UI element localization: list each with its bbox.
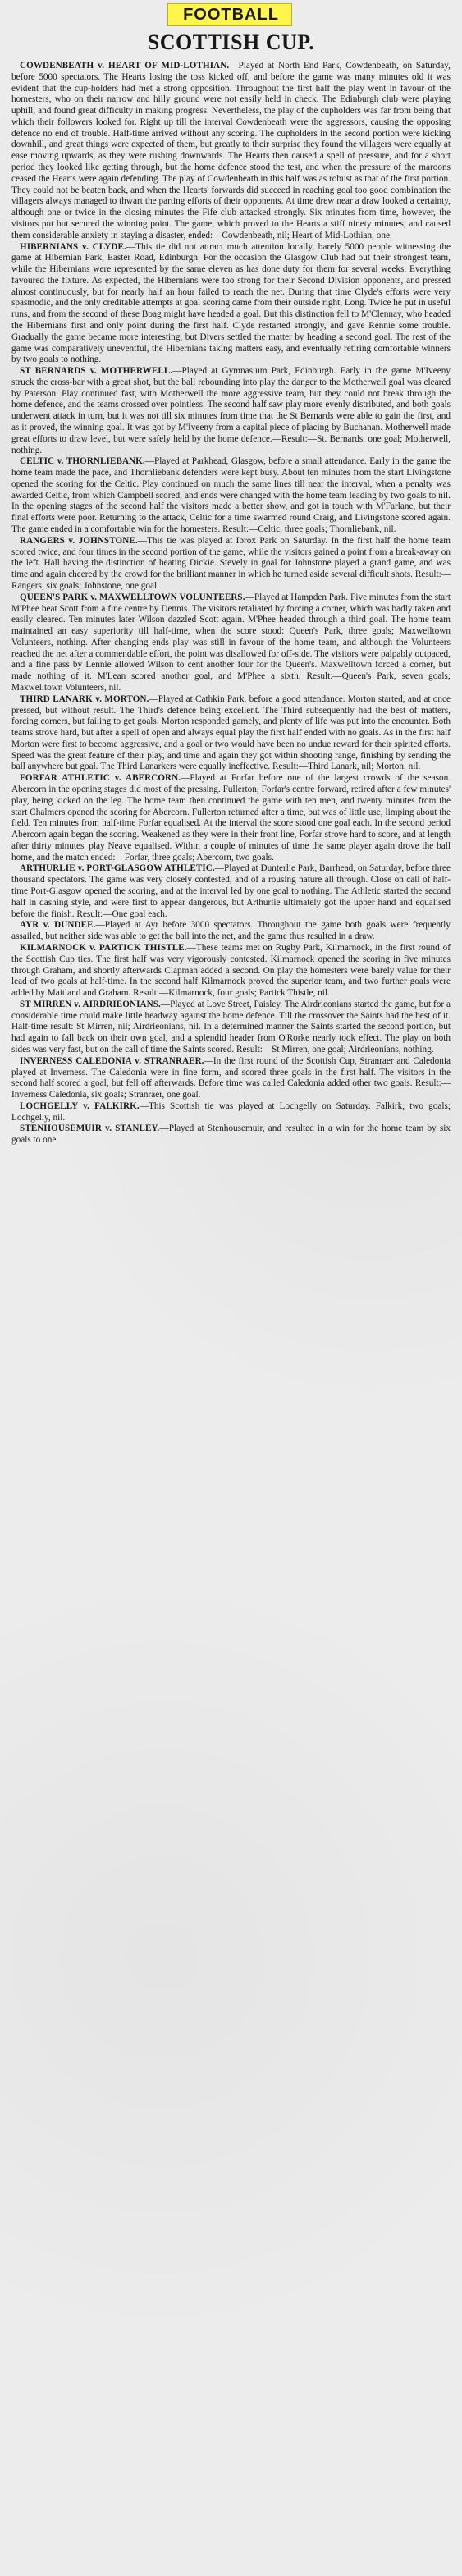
match-body: In the first round of the Scottish Cup, Stranraer and Caledonia played at Inverness. The Caledonia were in fine form, and scored three goals in the first half. The visitors in the second half scored a goal, but fell off afterwards. Before time was called Caledonia added other two goals. (11, 1055, 451, 1089)
result-separator: Result:— (300, 671, 342, 682)
match-title: ST BERNARDS v. MOTHERWELL. (20, 366, 173, 377)
match-report (11, 773, 451, 863)
match-report (11, 366, 451, 456)
result-separator: — (213, 230, 222, 240)
match-body: Played at Dunterlie Park, Barrhead, on Saturday, before three thousand spectators. The game was very closely contested, and of a rousing nature all through. Close on call of half-time Port-Glasgow opened the scoring, and at the interval led by one goal to nothing. The Athletic started the second half in dashing style, and were first to appear dangerous, but Arthurlie ultimately got the upper hand and equalised before the finish. (11, 863, 451, 919)
match-title: INVERNESS CALEDONIA v. STRANRAER. (20, 1055, 204, 1066)
match-title: RANGERS v. JOHNSTONE. (20, 535, 138, 546)
title-separator: — (181, 773, 190, 784)
match-result: Cowdenbeath, nil; Heart of Mid-Lothian, one. (222, 230, 392, 240)
match-report (11, 1000, 451, 1056)
result-separator: — (115, 852, 125, 862)
title-separator: — (172, 366, 182, 377)
match-reports (11, 61, 451, 2564)
page-heading: FOOTBALL (183, 6, 279, 24)
match-title: STENHOUSEMUIR v. STANLEY. (20, 1123, 160, 1134)
match-report (11, 1056, 451, 1101)
match-body: Played at Gymnasium Park, Edinburgh. Early in the game M'Iveeny struck the cross-bar with a great shot, but the ball rebounding into play the danger to the Motherwell goal was cleared by Paterson. Play continued fast, with Motherwell the more aggressive team, but they could not break through the home defence, and the teams crossed over pointless. The second half saw play more evenly distributed, and both goals underwent attack in turn, but it was not till six minutes from time that the St Bernards were able to gain the first, and as it proved, the winning goal. It was got by M'Iveeny from a capital piece of placing by Buchanan. Motherwell made great efforts to draw level, but were safely held by the home defence. (11, 366, 451, 444)
match-body: Played at Ayr before 3000 spectators. Throughout the game both goals were frequently assailed, but neither side was able to get the ball into the net, and the game thus resulted in a draw. (11, 920, 451, 942)
match-title: LOCHGELLY v. FALKIRK. (20, 1100, 140, 1111)
match-body: This Scottish tie was played at Lochgelly on Saturday. Falkirk, two goals; Lochgelly, nil. (11, 1100, 451, 1123)
match-title: COWDENBEATH v. HEART OF MID-LOTHIAN. (20, 61, 230, 71)
title-separator: — (245, 592, 254, 602)
match-body: Played at Parkhead, Glasgow, before a small attendance. Early in the game the home team made the pace, and Thornliebank defenders were kept busy. About ten minutes from the start Livingstone opened the scoring for the Celtic. Play continued on much the same lines till near the interval, when a penalty was awarded Celtic, from which Campbell scored, and ends were changed with the home team leading by two goals to nil. In the opening stages of the second half the visitors made a better show, and got in touch with M'Farlane, but their final efforts were poor. Returning to the attack, Celtic for a time swarmed round Craig, and Livingstone scored again. The game ended in a comfortable win for the homesters. (11, 456, 451, 535)
result-separator: Result:— (413, 570, 451, 580)
match-title: HIBERNIANS v. CLYDE. (20, 241, 126, 252)
match-report (11, 61, 451, 242)
match-report (11, 593, 451, 694)
match-title: FORFAR ATHLETIC v. ABERCORN. (20, 773, 181, 784)
match-result: One goal each. (112, 908, 167, 919)
match-title: CELTIC v. THORNLIEBANK. (20, 456, 145, 467)
title-separator: — (126, 241, 136, 252)
match-result: Third Lanark, nil; Morton, nil. (308, 762, 421, 772)
match-report (11, 920, 451, 943)
result-separator: —Result:— (272, 433, 318, 444)
result-separator: Result:— (412, 1078, 451, 1089)
match-body: Played at Love Street, Paisley. The Airdrieonians started the game, but for a considerable time could make little headway against the home defence. Till the crossover the Saints had the best of it. Half-time result: St Mirren, nil; Airdrieonians, nil. In a determined manner the Saints started the second portion, but had again to fall back on their own goal, and a splendid header from O'Rorke nearly took effect. The play on both sides was very fast, but on the call of time the Saints scored. (11, 999, 451, 1055)
match-report (11, 694, 451, 773)
title-separator: — (214, 863, 225, 874)
match-title: AYR v. DUNDEE. (20, 920, 96, 931)
match-body: Played at Stenhousemuir, and resulted in a win for the home team by six goals to one. (11, 1123, 451, 1146)
result-separator: Result:— (270, 762, 309, 772)
match-report (11, 1101, 451, 1124)
match-report (11, 1123, 451, 1146)
match-title: ARTHURLIE v. PORT-GLASGOW ATHLETIC. (20, 863, 215, 874)
match-body: This tie was played at Ibrox Park on Saturday. In the first half the home team scored twice, and four times in the second portion of the game, while the visitors gained a point from a break-away on the left. Hall having the distinction of beating Dickie. Stevely in goal for Johnstone played a grand game, and was time and again cheered by the crowd for the brilliant manner in which he turned aside several difficult shots. (11, 535, 451, 580)
match-result: Celtic, three goals; Thornliebank, nil. (258, 524, 396, 535)
match-report (11, 536, 451, 593)
result-separator: Result:— (74, 908, 112, 919)
match-result: Queen's Park, seven goals; Maxwelltown Volunteers, nil. (11, 671, 451, 693)
masthead (0, 0, 462, 59)
title-separator: — (95, 920, 105, 931)
match-result: Kilmarnock, four goals; Partick Thistle, nil. (168, 988, 330, 999)
match-report (11, 943, 451, 1000)
match-result: St. Bernards, one goal; Motherwell, nothing. (11, 433, 451, 455)
title-separator: — (144, 456, 155, 467)
match-body: Played at Hampden Park. Five minutes from the start M'Phee beat Scott from a fine centre by Dennis. The visitors retaliated by forcing a corner, which was badly taken and easily cleared. Ten minutes later Wilson dazzled Scott again. M'Phee headed through a third goal. The home team maintained an easy superiority till half-time, when the score stood: Queen's Park, three goals; Maxwelltown Volunteers, nothing. After changing ends play was still in favour of the home team, and although the Volunteers reached the net after a commendable effort, the point was disallowed for off-side. The visitors were palpably outpaced, and a fine pass by Lennie allowed Wilson to cent another four for the Queen's. Maxwelltown forced a corner, but made nothing of it. M'Lean scored another goal, and M'Phee a sixth. (11, 592, 451, 682)
match-result: St Mirren, one goal; Airdrieonians, nothing. (272, 1044, 434, 1055)
match-body: Played at Cathkin Park, before a good attendance. Morton started, and at once pressed, but without result. The Third's defence being excellent. The Third subsequently had the best of matters, forcing corners, but failing to get goals. Morton responded gamely, and plenty of life was put into the encounter. Both teams strove hard, but after a spell of open and always equal play the first half ended with no goals. As in the first half Morton were first to become aggressive, and a goal or two would have been no undue reward for their spirited efforts. Speed was the great feature of their play, and time and again they got within shooting range, finishing by sending the ball anywhere but goal. The Third Lanarkers were equally ineffective. (11, 693, 451, 772)
match-title: THIRD LANARK v. MORTON. (20, 693, 149, 704)
title-separator: — (229, 61, 239, 71)
match-report (11, 863, 451, 920)
result-separator: Result:— (130, 988, 169, 999)
match-report (11, 456, 451, 535)
match-title: ST MIRREN v. AIRDRIEONIANS. (20, 999, 161, 1009)
title-separator: — (139, 1100, 149, 1111)
match-body: Played at North End Park, Cowdenbeath, on Saturday, before 5000 spectators. The Hearts losing the toss kicked off, and before the game was many minutes old it was evident that the cup-holders had met a strong opposition. Throughout the first half the play went in favour of the homesters, who on their narrow and hilly ground were not easily held in check. The Edinburgh club were playing uphill, and found great difficulty in making progress. Nevertheless, the play of the cupholders was far from being that which their followers looked for. Right up till the interval Cowdenbeath were the aggressors, causing the opposing defence no end of trouble. Half-time arrived without any scoring. The cupholders in the second portion were kicking downhill, and great things were expected of them, but greatly to their surprise they found the villagers were equally at ease moving upwards, as they were rushing downwards. The Hearts then caused a spell of pressure, and for a short period they looked like getting through, but the home defence stood the test, and when the pressure of the maroons ceased the Hearts were again defending. The play of Cowdenbeath in this half was as robust as that of the first portion. They could not be beaten back, and when the Hearts' forwards did succeed in reaching goal too good combination the villagers always managed to thwart the parting efforts of their opponents. At time drew near a draw looked a certainty, although one or twice in the closing minutes the Fife club attacked strongly. Six minutes from time, however, the visitors put but secured the winning point. The game, which proved to the Hearts a stiff ninety minutes, and caused them considerable anxiety in staying a disaster, ended: (11, 61, 451, 240)
result-separator: Result:— (220, 524, 258, 535)
match-body: These teams met on Rugby Park, Kilmarnock, in the first round of the Scottish Cup ties. The first half was very vigorously contested. Kilmarnock opened the scoring in five minutes through Graham, and shortly afterwards Clapman added a second. On play the homesters were barely value for their lead of two goals at half-time. In the second half Kilmarnock proved the superior team, and two further goals were added by Maitland and Graham. (11, 942, 451, 999)
title-separator: — (186, 942, 196, 953)
title-separator: — (149, 693, 158, 704)
title-separator: — (159, 1123, 169, 1134)
title-separator: — (137, 535, 147, 546)
match-title: KILMARNOCK v. PARTICK THISTLE. (20, 942, 187, 953)
match-result: Inverness Caledonia, six goals; Stranraer, one goal. (11, 1090, 201, 1100)
match-body: Played at Forfar before one of the largest crowds of the season. Abercorn in the opening stages did most of the pressing. Fullerton, Forfar's centre forward, retired after a few minutes' play, being kicked on the leg. The home team then continued the game with ten men, and twenty minutes from the start Chalmers opened the scoring for Abercorn. Fullerton returned after a time, but was of little use, limping about the field. Ten minutes from half-time Forfar equalised. At the interval the score stood one goal each. In the second period Abercorn again began the scoring. Weakened as they were in their front line, Forfar strove hard to score, and at length after thirty minutes' play Neave equalised. Within a couple of minutes of time the same player again drove the ball home, and the match ended: (11, 773, 451, 862)
match-result: Forfar, three goals; Abercorn, two goals. (124, 852, 274, 862)
title-separator: — (204, 1055, 213, 1066)
result-separator: Result:— (234, 1044, 272, 1055)
title-separator: — (160, 999, 171, 1009)
match-body: This tie did not attract much attention locally, barely 5000 people witnessing the game at Hibernian Park, Easter Road, Edinburgh. For the occasion the Glasgow Club had out their strongest team, while the Hibernians were represented by the same eleven as has done duty for them for several weeks. Everything favoured the fixture. As expected, the Hibernians were too strong for their Second Division opponents, and pressed almost continuously, but for nearly half an hour failed to reach the net. During that time Clyde's efforts were very spasmodic, and the only creditable attempts at goal scoring came from their outside right, Long. Twice he put in useful runs, and from the second of these Boag might have headed a goal. But this distinction fell to M'Clennay, who headed the Hibernians first and only point during the first half. Clyde restarted strongly, and gave Rennie some trouble. Gradually the game became more interesting, but Divers settled the matter by heading a second goal. The rest of the game was comparatively uneventful, the Hibernians taking matters easy, and eventually retiring comfortable winners by two goals to nothing. (11, 241, 451, 365)
match-report (11, 242, 451, 367)
match-title: QUEEN'S PARK v. MAXWELLTOWN VOLUNTEERS. (20, 592, 245, 602)
match-result: Rangers, six goals; Johnstone, one goal. (11, 580, 159, 591)
page-subheading: SCOTTISH CUP. (147, 30, 315, 54)
